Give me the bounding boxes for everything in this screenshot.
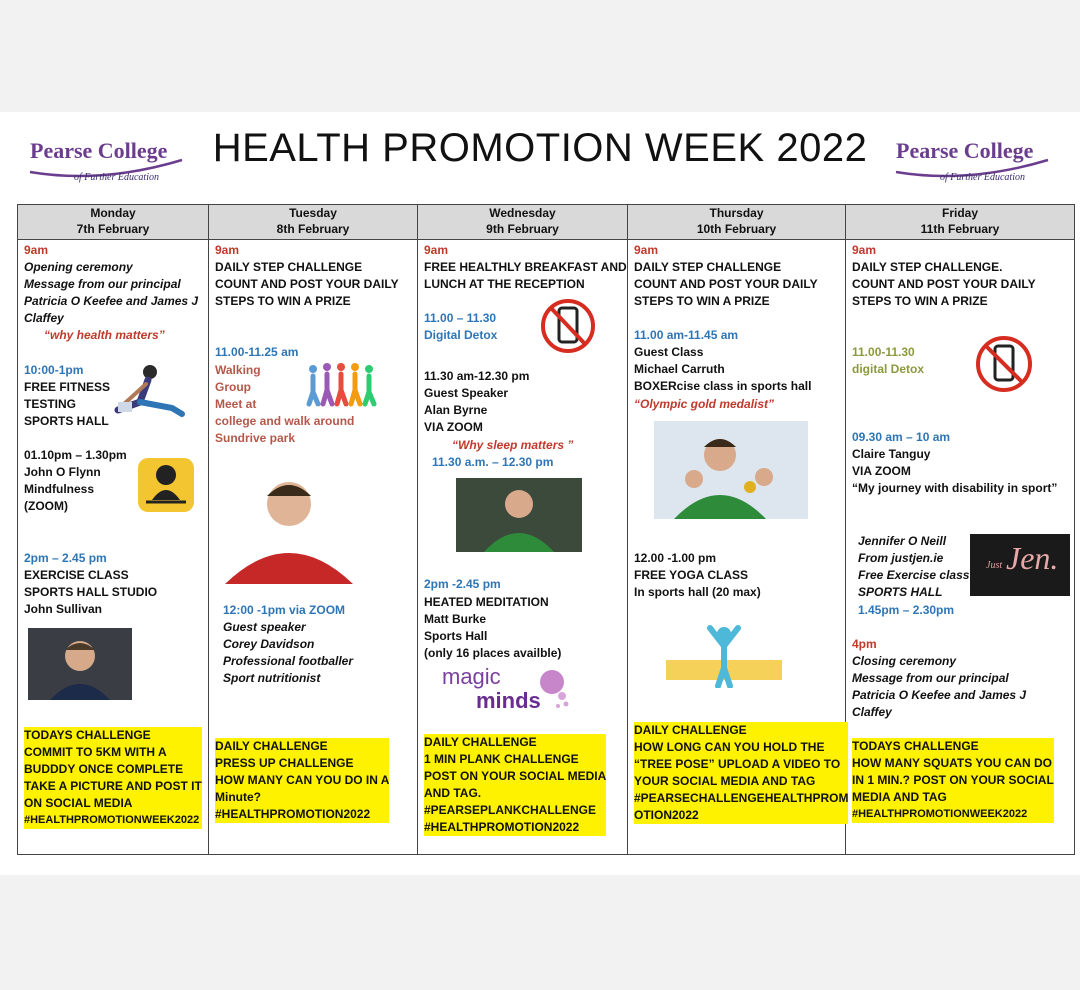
wednesday-challenge bbox=[424, 734, 606, 836]
no-phone-icon bbox=[540, 298, 596, 354]
page-title: HEALTH PROMOTION WEEK 2022 bbox=[212, 126, 868, 170]
friday-time-1: 9am bbox=[852, 243, 877, 257]
logo-sub: of Further Education bbox=[940, 172, 1025, 183]
yoga-tree-pose-icon bbox=[662, 620, 786, 688]
stretching-icon bbox=[110, 360, 188, 422]
wednesday-time-1: 9am bbox=[424, 243, 449, 257]
alan-byrne-photo bbox=[456, 478, 582, 552]
logo-sub: of Further Education bbox=[74, 172, 159, 183]
monday-cell bbox=[18, 240, 209, 855]
challenge-line: ON SOCIAL MEDIA bbox=[24, 795, 202, 812]
friday-cell bbox=[846, 240, 1075, 855]
thursday-event-3: 12.00 -1.00 pm FREE YOGA CLASS In sports hall (20 max) bbox=[634, 551, 761, 599]
monday-event-4: EXERCISE CLASS SPORTS HALL STUDIO John Sullivan bbox=[24, 568, 158, 616]
monday-time-2: 10:00-1pm bbox=[24, 363, 84, 377]
friday-event-2: digital Detox bbox=[852, 362, 925, 376]
tuesday-time-2: 11.00-11.25 am bbox=[215, 345, 299, 359]
friday-event-5: Closing ceremony Message from our principal Patricia O Keefee and James J Claffey bbox=[852, 654, 1027, 719]
tuesday-event-2: Walking Group Meet at college and walk around Sundrive park bbox=[215, 363, 355, 445]
thursday-time-2: 11.00 am-11.45 am bbox=[634, 328, 739, 342]
john-sullivan-photo bbox=[28, 628, 132, 700]
wednesday-time-2: 11.00 – 11.30 Digital Detox bbox=[424, 311, 498, 342]
friday-event-4: Jennifer O Neill From justjen.ie Free Exercise class SPORTS HALL bbox=[858, 534, 970, 599]
day-header-wednesday: Wednesday 9th February bbox=[418, 205, 628, 240]
wednesday-cell bbox=[418, 240, 628, 855]
poster bbox=[0, 112, 1080, 875]
challenge-hashtag: #HEALTHPROMOTION2022 bbox=[215, 806, 389, 823]
wednesday-event-1: FREE HEALTHLY BREAKFAST AND LUNCH AT THE RECEPTION bbox=[424, 260, 627, 291]
thursday-event-1: DAILY STEP CHALLENGE COUNT AND POST YOUR DAILY STEPS TO WIN A PRIZE bbox=[634, 260, 818, 308]
challenge-line: TAKE A PICTURE AND POST IT bbox=[24, 779, 202, 793]
magic-minds-logo: magic minds bbox=[440, 664, 590, 720]
day-header-row bbox=[18, 205, 1075, 240]
college-logo-right bbox=[888, 132, 1058, 192]
logo-name: Pearse College bbox=[30, 138, 168, 163]
friday-time-2: 11.00-11.30 bbox=[852, 345, 915, 359]
challenge-line: “TREE POSE” UPLOAD A VIDEO TO bbox=[634, 756, 848, 773]
challenge-line: POST ON YOUR SOCIAL MEDIA bbox=[424, 769, 607, 783]
friday-time-5: 4pm bbox=[852, 637, 877, 651]
friday-time-4: 1.45pm – 2.30pm bbox=[858, 603, 955, 617]
day-header-tuesday: Tuesday 8th February bbox=[209, 205, 418, 240]
justjen-logo: Just Jen. bbox=[970, 534, 1070, 596]
tuesday-event-1: DAILY STEP CHALLENGE COUNT AND POST YOUR DAILY STEPS TO WIN A PRIZE bbox=[215, 260, 399, 308]
challenge-hashtag: OTION2022 bbox=[634, 807, 848, 824]
thursday-cell bbox=[628, 240, 849, 855]
monday-event-1: Opening ceremony Message from our principal Patricia O Keefee and James J Claffey bbox=[24, 260, 199, 325]
thursday-challenge bbox=[634, 722, 848, 824]
monday-time-4: 2pm – 2.45 pm bbox=[24, 551, 107, 565]
schedule-row bbox=[18, 240, 1075, 855]
no-phone-icon bbox=[974, 336, 1034, 392]
michael-carruth-photo bbox=[654, 421, 808, 519]
challenge-hashtag: #PEARSECHALLENGEHEALTHPROM bbox=[634, 791, 849, 805]
challenge-line: HOW LONG CAN YOU HOLD THE bbox=[634, 739, 848, 756]
challenge-line: MEDIA AND TAG bbox=[852, 789, 1054, 806]
friday-event-3: Claire Tanguy VIA ZOOM “My journey with disability in sport” bbox=[852, 447, 1058, 495]
challenge-line: PRESS UP CHALLENGE bbox=[215, 755, 389, 772]
day-header-thursday: Thursday 10th February bbox=[628, 205, 846, 240]
challenge-line: BUDDDY ONCE COMPLETE bbox=[24, 761, 202, 778]
monday-event-3: 01.10pm – 1.30pm John O Flynn Mindfulness (ZOOM) bbox=[24, 448, 127, 513]
brain-dots-icon bbox=[532, 666, 572, 710]
challenge-line: Minute? bbox=[215, 789, 389, 806]
wednesday-event-4: HEATED MEDITATION Matt Burke Sports Hall (only 16 places availble) bbox=[424, 595, 562, 660]
wednesday-quote-3: “Why sleep matters ” bbox=[452, 438, 574, 452]
day-header-friday: Friday 11th February bbox=[846, 205, 1075, 240]
friday-event-1: DAILY STEP CHALLENGE. COUNT AND POST YOUR DAILY STEPS TO WIN A PRIZE bbox=[852, 260, 1036, 308]
challenge-line: #PEARSEPLANKCHALLENGE bbox=[424, 802, 606, 819]
challenge-line: YOUR SOCIAL MEDIA AND TAG bbox=[634, 773, 848, 790]
challenge-line: 1 MIN PLANK CHALLENGE bbox=[424, 751, 606, 768]
challenge-line: DAILY CHALLENGE bbox=[215, 738, 389, 755]
tuesday-challenge bbox=[215, 738, 389, 823]
challenge-line: AND TAG. bbox=[424, 785, 606, 802]
monday-event-2: FREE FITNESS TESTING SPORTS HALL bbox=[24, 380, 111, 428]
wednesday-event-3: 11.30 am-12.30 pm Guest Speaker Alan Byrne VIA ZOOM bbox=[424, 369, 530, 434]
challenge-hashtag: #HEALTHPROMOTIONWEEK2022 bbox=[852, 806, 1054, 823]
challenge-line: HOW MANY SQUATS YOU CAN DO bbox=[852, 756, 1053, 770]
college-logo-left bbox=[22, 132, 192, 192]
schedule-table bbox=[17, 204, 1075, 855]
challenge-line: DAILY CHALLENGE bbox=[424, 734, 606, 751]
corey-davidson-photo bbox=[215, 472, 361, 584]
walking-group-icon bbox=[305, 362, 385, 408]
friday-challenge bbox=[852, 738, 1054, 823]
thursday-quote-2: “Olympic gold medalist” bbox=[634, 397, 775, 411]
tuesday-time-1: 9am bbox=[215, 243, 240, 257]
day-header-monday: Monday 7th February bbox=[18, 205, 209, 240]
tuesday-cell bbox=[209, 240, 418, 855]
monday-quote-1: “why health matters” bbox=[44, 328, 165, 342]
challenge-line: COMMIT TO 5KM WITH A bbox=[24, 744, 202, 761]
challenge-line: DAILY CHALLENGE bbox=[634, 722, 848, 739]
challenge-hashtag: #HEALTHPROMOTION2022 bbox=[424, 819, 606, 836]
challenge-line: TODAYS CHALLENGE bbox=[852, 738, 1054, 755]
thursday-time-1: 9am bbox=[634, 243, 659, 257]
logo-name: Pearse College bbox=[896, 138, 1034, 163]
challenge-line: TODAYS CHALLENGE bbox=[24, 727, 202, 744]
challenge-line: HOW MANY CAN YOU DO IN A bbox=[215, 773, 390, 787]
thursday-event-2: Guest Class Michael Carruth BOXERcise class in sports hall bbox=[634, 345, 812, 393]
wednesday-time-4: 2pm -2.45 pm bbox=[424, 577, 501, 591]
monday-challenge bbox=[24, 727, 202, 829]
tuesday-event-3: Guest speaker Corey Davidson Professional footballer Sport nutritionist bbox=[223, 620, 354, 685]
monday-time-1: 9am bbox=[24, 243, 49, 257]
wednesday-time-3b: 11.30 a.m. – 12.30 pm bbox=[432, 455, 554, 469]
tuesday-time-3: 12:00 -1pm via ZOOM bbox=[223, 603, 346, 617]
friday-time-3: 09.30 am – 10 am bbox=[852, 430, 951, 444]
challenge-line: IN 1 MIN.? POST ON YOUR SOCIAL bbox=[852, 773, 1054, 787]
mindfulness-brain-icon bbox=[138, 458, 194, 512]
challenge-hashtag: #HEALTHPROMOTIONWEEK2022 bbox=[24, 812, 202, 829]
